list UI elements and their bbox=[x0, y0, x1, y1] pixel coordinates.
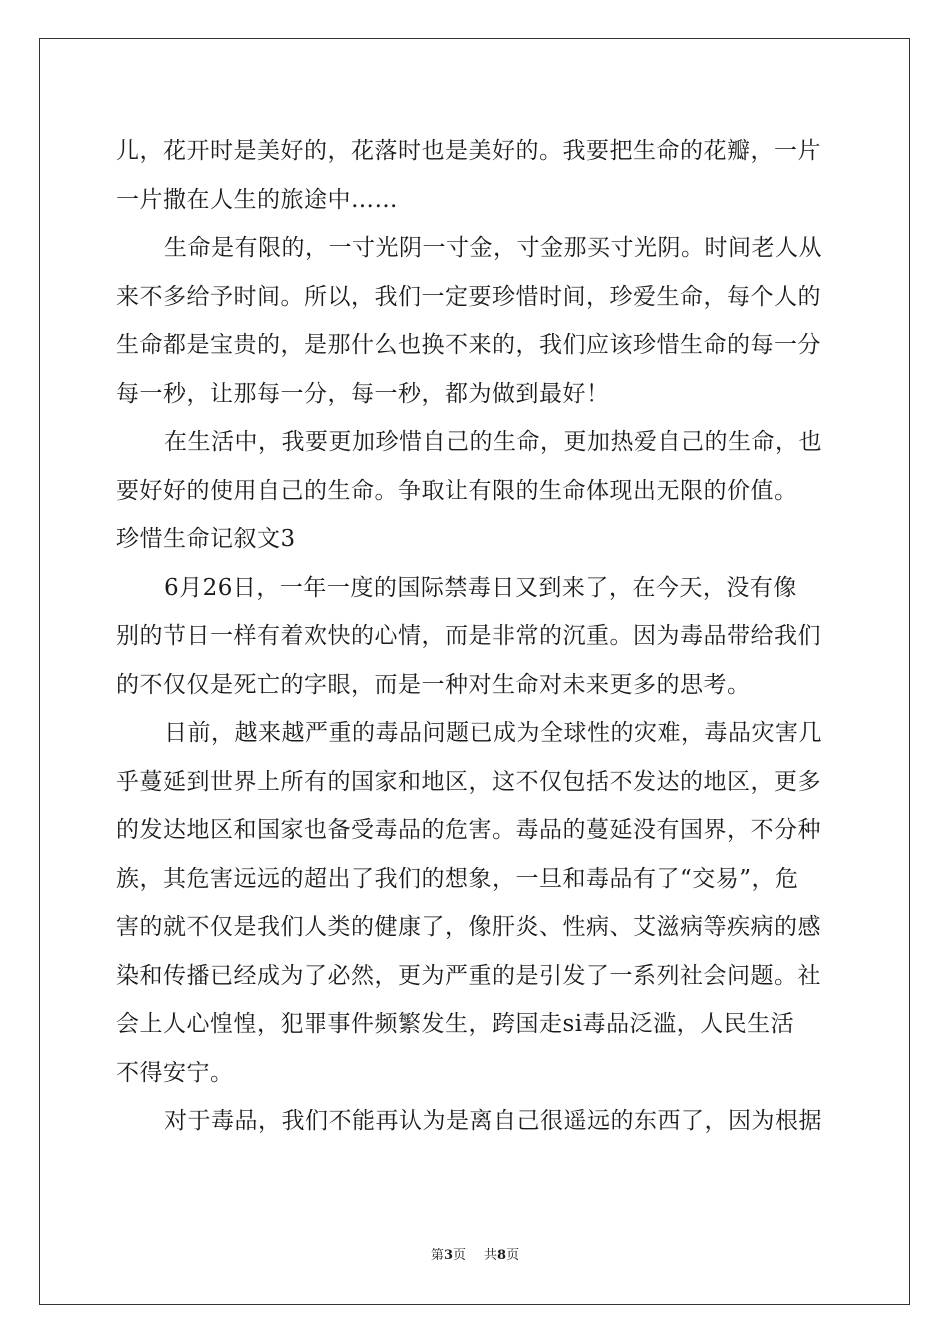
text-line: 的不仅仅是死亡的字眼，而是一种对生命对未来更多的思考。 bbox=[116, 671, 751, 698]
text-line: 每一秒，让那每一分，每一秒，都为做到最好！ bbox=[116, 380, 610, 407]
total-prefix: 共 bbox=[484, 1248, 498, 1263]
paragraph-start: 6月26日，一年一度的国际禁毒日又到来了，在今天，没有像 bbox=[164, 574, 797, 601]
page-suffix: 页 bbox=[452, 1248, 466, 1263]
text-line: 染和传播已经成为了必然，更为严重的是引发了一系列社会问题。社 bbox=[116, 962, 821, 989]
total-pages: 8 bbox=[497, 1248, 507, 1263]
page-prefix: 第 bbox=[430, 1248, 444, 1263]
paragraph-start: 在生活中，我要更加珍惜自己的生命，更加热爱自己的生命，也 bbox=[164, 429, 822, 455]
text-line: 乎蔓延到世界上所有的国家和地区，这不仅包括不发达的地区，更多 bbox=[116, 768, 821, 795]
paragraph-start: 日前，越来越严重的毒品问题已成为全球性的灾难，毒品灾害几 bbox=[164, 720, 822, 746]
text-line: 族，其危害远远的超出了我们的想象，一旦和毒品有了“交易”，危 bbox=[116, 865, 799, 892]
page-footer bbox=[0, 1244, 950, 1263]
paragraph-start: 对于毒品，我们不能再认为是离自己很遥远的东西了，因为根据 bbox=[164, 1108, 822, 1134]
paragraph-start: 生命是有限的，一寸光阴一寸金，寸金那买寸光阴。时间老人从 bbox=[164, 235, 822, 261]
text-line: 的发达地区和国家也备受毒品的危害。毒品的蔓延没有国界，不分种 bbox=[116, 817, 821, 843]
text-line: 生命都是宝贵的，是那什么也换不来的，我们应该珍惜生命的每一分 bbox=[116, 332, 821, 358]
text-line: 来不多给予时间。所以，我们一定要珍惜时间，珍爱生命，每个人的 bbox=[116, 283, 821, 310]
text-line: 要好好的使用自己的生命。争取让有限的生命体现出无限的价值。 bbox=[116, 477, 798, 504]
text-line: 别的节日一样有着欢快的心情，而是非常的沉重。因为毒品带给我们 bbox=[116, 623, 821, 649]
section-heading: 珍惜生命记叙文3 bbox=[116, 526, 296, 552]
document-body bbox=[116, 127, 836, 1146]
text-line: 害的就不仅是我们人类的健康了，像肝炎、性病、艾滋病等疾病的感 bbox=[116, 914, 821, 940]
text-line: 一片撒在人生的旅途中…… bbox=[116, 186, 398, 213]
text-line: 不得安宁。 bbox=[116, 1059, 234, 1086]
text-line: 儿，花开时是美好的，花落时也是美好的。我要把生命的花瓣，一片 bbox=[116, 138, 821, 164]
page-number: 3 bbox=[443, 1248, 453, 1263]
total-suffix: 页 bbox=[506, 1248, 520, 1263]
text-line: 会上人心惶惶，犯罪事件频繁发生，跨国走si毒品泛滥，人民生活 bbox=[116, 1011, 795, 1037]
